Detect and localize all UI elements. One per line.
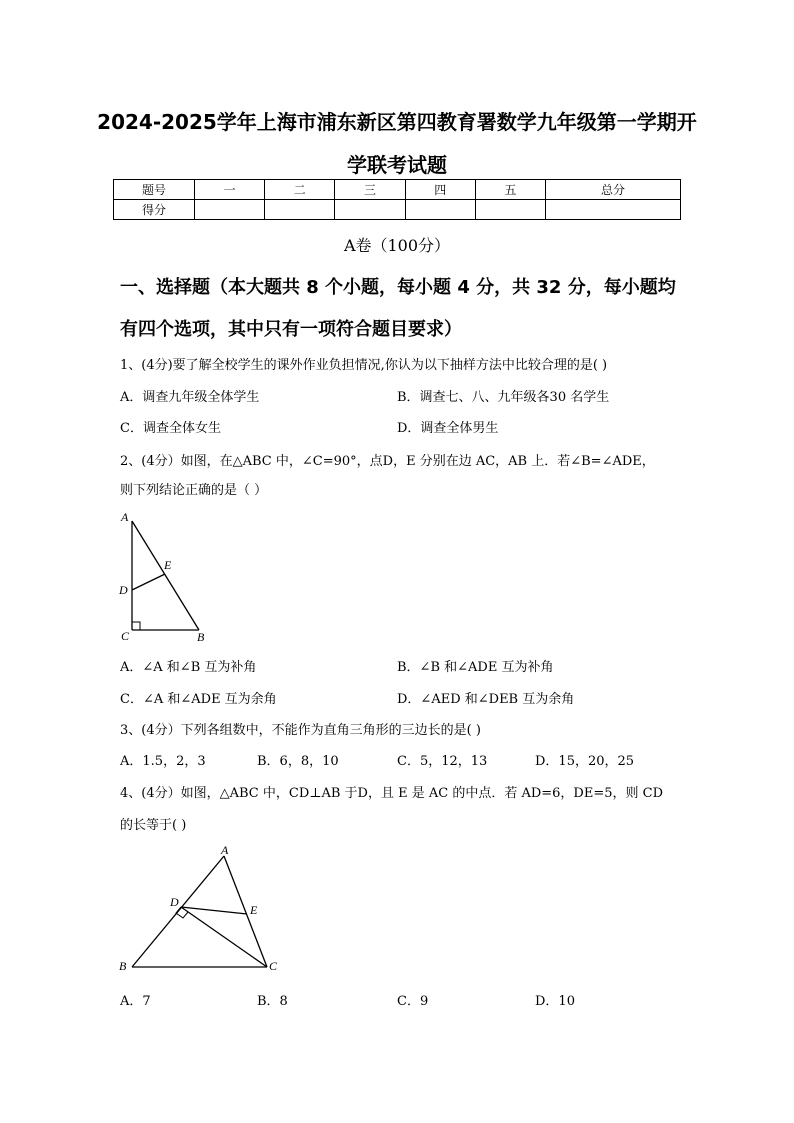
score-cell: 一 (195, 180, 265, 200)
q2-label-e: E (164, 558, 172, 572)
q2-label-b: B (197, 630, 205, 644)
score-cell: 五 (475, 180, 545, 200)
q4-option-d: D．10 (535, 994, 575, 1009)
q2-option-a: A．∠A 和∠B 互为补角 (120, 660, 257, 675)
score-cell: 二 (265, 180, 335, 200)
q3-option-a: A．1.5，2，3 (120, 754, 206, 769)
question-3-stem: 3、(4分）下列各组数中，不能作为直角三角形的三边长的是( ) (120, 723, 481, 738)
score-input-cell (546, 200, 681, 220)
score-cell: 三 (335, 180, 405, 200)
q2-option-c: C．∠A 和∠ADE 互为余角 (120, 692, 277, 707)
score-table-score-row (114, 200, 681, 220)
q1-option-c: C．调查全体女生 (120, 421, 221, 436)
q4-label-a: A (221, 843, 229, 857)
q1-option-d: D．调查全体男生 (397, 421, 499, 436)
q1-option-a: A．调查九年级全体学生 (120, 390, 260, 405)
question-2-stem-line2: 则下列结论正确的是（ ） (120, 483, 268, 498)
q2-triangle-figure (115, 505, 215, 645)
q2-label-a: A (121, 510, 129, 524)
score-input-cell (475, 200, 545, 220)
question-2-stem-line1: 2、(4分）如图，在△ABC 中，∠C=90°，点D，E 分别在边 AC，AB 上．若∠B=∠ADE， (120, 454, 655, 469)
score-input-cell (265, 200, 335, 220)
section-heading-line1: 一、选择题（本大题共 8 个小题，每小题 4 分，共 32 分，每小题均 (120, 277, 676, 298)
exam-title-line1: 2024-2025学年上海市浦东新区第四教育署数学九年级第一学期开 (97, 110, 697, 134)
score-cell: 题号 (114, 180, 195, 200)
q2-label-c: C (121, 629, 130, 643)
score-cell: 四 (405, 180, 475, 200)
score-cell: 总分 (546, 180, 681, 200)
q2-option-d: D．∠AED 和∠DEB 互为余角 (397, 692, 575, 707)
score-table-header-row (114, 180, 681, 200)
q4-option-a: A．7 (120, 994, 151, 1009)
q4-label-c: C (269, 959, 278, 973)
q2-option-b: B．∠B 和∠ADE 互为补角 (397, 660, 554, 675)
q4-label-b: B (119, 959, 127, 973)
q4-label-d: D (170, 895, 179, 909)
q4-option-c: C．9 (397, 994, 429, 1009)
score-input-cell (335, 200, 405, 220)
score-table (113, 179, 681, 220)
q3-option-c: C．5，12，13 (397, 754, 488, 769)
exam-title-line2: 学联考试题 (347, 153, 447, 177)
score-input-cell (405, 200, 475, 220)
question-1-stem: 1、(4分)要了解全校学生的课外作业负担情况,你认为以下抽样方法中比较合理的是( ) (120, 358, 608, 373)
q1-option-b: B．调查七、八、九年级各30 名学生 (397, 390, 610, 405)
q2-label-d: D (119, 583, 128, 597)
q3-option-b: B．6，8，10 (257, 754, 339, 769)
q4-triangle-figure (112, 840, 292, 980)
q4-option-b: B．8 (257, 994, 288, 1009)
score-input-cell (195, 200, 265, 220)
q4-label-e: E (250, 903, 258, 917)
q3-option-d: D．15，20，25 (535, 754, 635, 769)
section-heading-line2: 有四个选项，其中只有一项符合题目要求） (120, 319, 462, 340)
question-4-stem-line2: 的长等于( ) (120, 818, 187, 833)
score-cell: 得分 (114, 200, 195, 220)
volume-heading: A卷（100分） (343, 236, 451, 255)
question-4-stem-line1: 4、(4分）如图，△ABC 中，CD⊥AB 于D，且 E 是 AC 的中点．若 AD=6，DE=5，则 CD (120, 786, 664, 801)
